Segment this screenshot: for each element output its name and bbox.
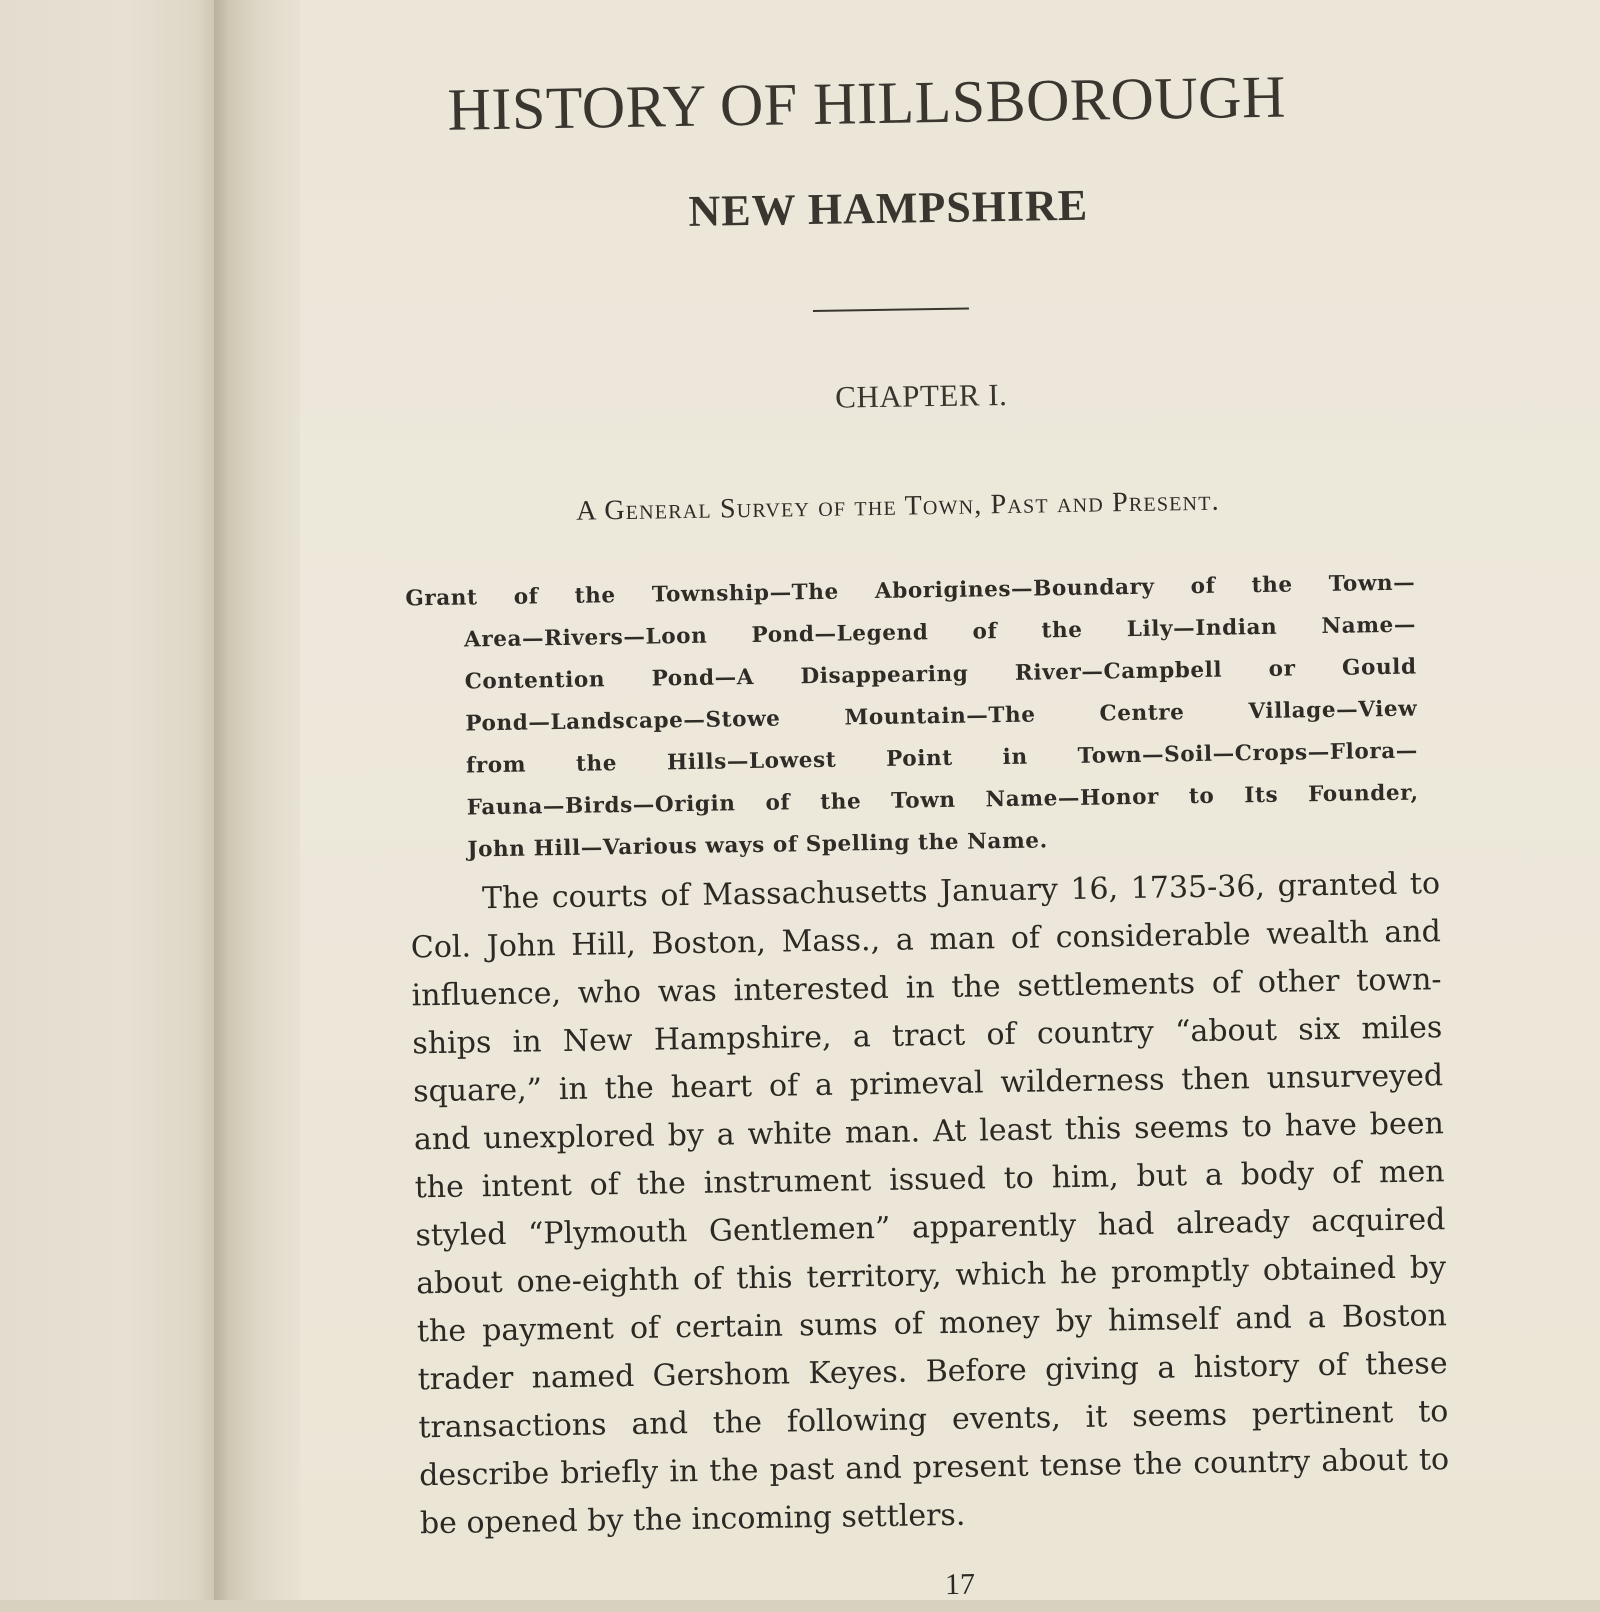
- chapter-synopsis: [405, 563, 1419, 873]
- synopsis-line: Fauna—Birds—Origin of the Town Name—Honor to Its Founder,: [466, 780, 1419, 821]
- page-content: [300, 0, 1600, 1600]
- book-subtitle: NEW HAMPSHIRE: [688, 180, 1089, 236]
- body-line: The courts of Massachusetts January 16, 1735-36, granted to: [481, 866, 1441, 917]
- body-line: be opened by the incoming settlers.: [419, 1497, 966, 1542]
- book-title: HISTORY OF HILLSBOROUGH: [447, 63, 1287, 143]
- title-divider: [813, 308, 969, 312]
- body-line: and unexplored by a white man. At least this seems to have been: [413, 1106, 1445, 1158]
- body-paragraph: [410, 860, 1450, 1548]
- chapter-number: CHAPTER I.: [834, 376, 1008, 415]
- synopsis-line: Pond—Landscape—Stowe Mountain—The Centre Village—View: [465, 696, 1418, 737]
- body-line: square,” in the heart of a primeval wilderness then unsurveyed: [412, 1058, 1444, 1110]
- body-line: the intent of the instrument issued to him, but a body of men: [414, 1154, 1445, 1206]
- chapter-title: A General Survey of the Town, Past and Present.: [575, 485, 1221, 527]
- body-line: the payment of certain sums of money by himself and a Boston: [416, 1298, 1448, 1350]
- synopsis-line: Contention Pond—A Disappearing River—Campbell or Gould: [464, 654, 1417, 695]
- page-number: 17: [944, 1567, 976, 1602]
- body-line: ships in New Hampshire, a tract of country “about six miles: [412, 1010, 1443, 1062]
- body-line: influence, who was interested in the settlements of other town-: [411, 962, 1442, 1014]
- body-line: transactions and the following events, it seems pertinent to: [418, 1394, 1449, 1446]
- synopsis-line: Area—Rivers—Loon Pond—Legend of the Lily—Indian Name—: [463, 612, 1417, 653]
- synopsis-line: from the Hills—Lowest Point in Town—Soil—Crops—Flora—: [465, 738, 1419, 779]
- body-line: Col. John Hill, Boston, Mass., a man of considerable wealth and: [410, 914, 1442, 966]
- right-page: [300, 0, 1600, 1600]
- body-line: about one-eighth of this territory, which he promptly obtained by: [415, 1250, 1447, 1302]
- synopsis-line: Grant of the Township—The Aborigines—Boundary of the Town—: [405, 570, 1416, 612]
- body-line: describe briefly in the past and present tense the country about to: [418, 1442, 1450, 1494]
- body-line: styled “Plymouth Gentlemen” apparently had already acquired: [415, 1202, 1446, 1254]
- left-facing-page: [0, 0, 214, 1600]
- synopsis-line: John Hill—Various ways of Spelling the Name.: [467, 828, 1048, 863]
- body-line: trader named Gershom Keyes. Before giving a history of these: [417, 1346, 1448, 1398]
- book-gutter: [214, 0, 300, 1600]
